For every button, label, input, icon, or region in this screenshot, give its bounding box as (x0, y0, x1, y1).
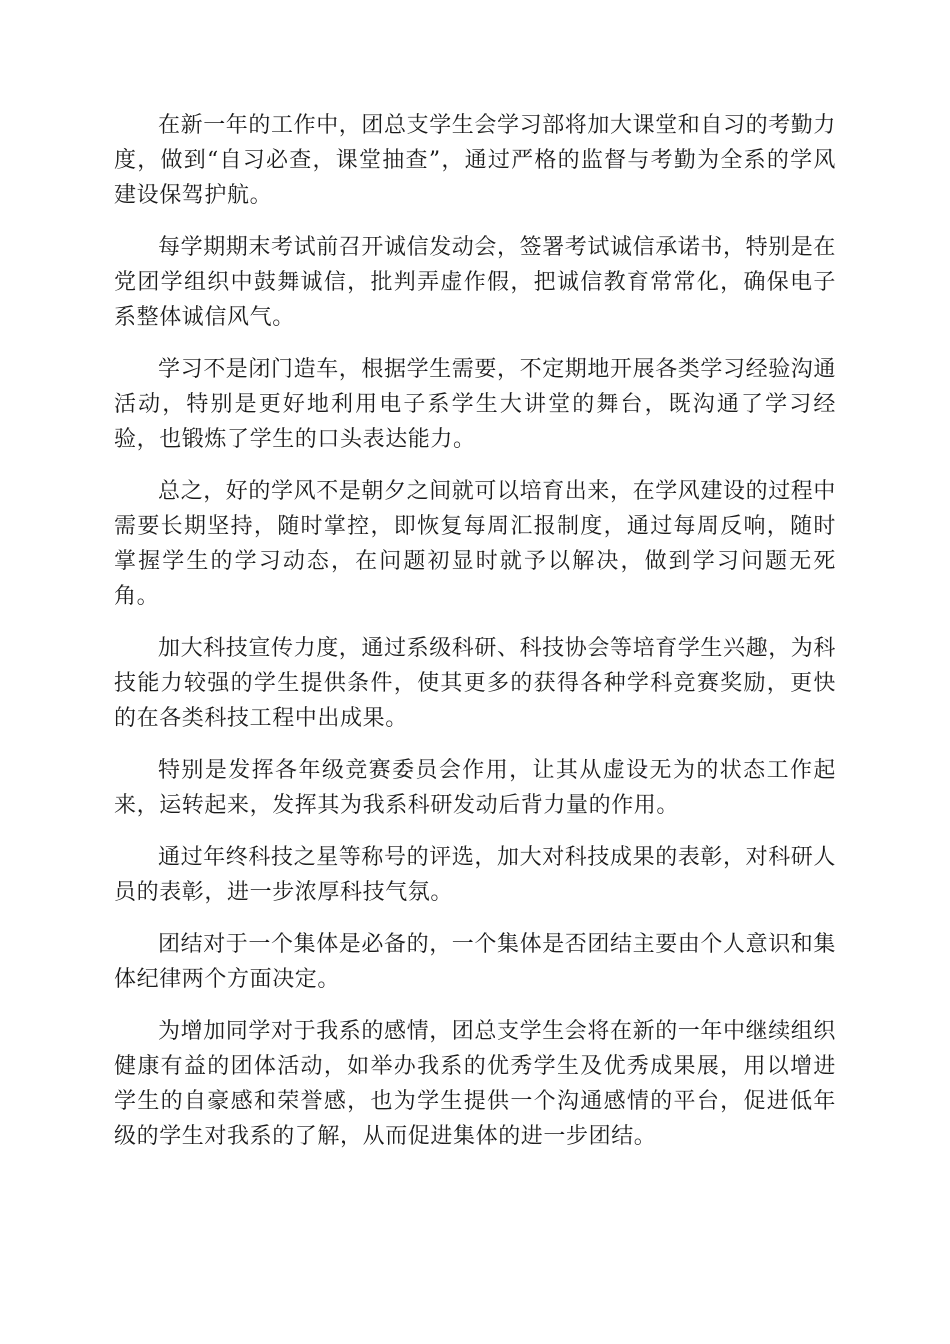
document-body (114, 108, 836, 1171)
paragraph-competition-committee: 特别是发挥各年级竞赛委员会作用，让其从虚设无为的状态工作起来，运转起来，发挥其为我系科研发动后背力量的作用。 (114, 758, 836, 818)
paragraph-learning-exchange: 学习不是闭门造车，根据学生需要，不定期地开展各类学习经验沟通活动，特别是更好地利用电子系学生大讲堂的舞台，既沟通了学习经验，也锻炼了学生的口头表达能力。 (114, 357, 837, 452)
paragraph-study-culture: 总之，好的学风不是朝夕之间就可以培育出来，在学风建设的过程中需要长期坚持，随时掌控，即恢复每周汇报制度，通过每周反响，随时掌握学生的学习动态，在问题初显时就予以解决，做到学习问题无死角。 (114, 479, 837, 609)
paragraph-technology-awards: 通过年终科技之星等称号的评选，加大对科技成果的表彰，对科研人员的表彰，进一步浓厚科技气氛。 (114, 845, 837, 905)
paragraph-integrity: 每学期期末考试前召开诚信发动会，签署考试诚信承诺书，特别是在党团学组织中鼓舞诚信，批判弄虚作假，把诚信教育常常化，确保电子系整体诚信风气。 (114, 235, 837, 330)
paragraph-technology-promotion: 加大科技宣传力度，通过系级科研、科技协会等培育学生兴趣，为科技能力较强的学生提供条件，使其更多的获得各种学科竞赛奖励，更快的在各类科技工程中出成果。 (114, 636, 837, 731)
paragraph-unity: 团结对于一个集体是必备的，一个集体是否团结主要由个人意识和集体纪律两个方面决定。 (114, 932, 837, 992)
paragraph-group-activities: 为增加同学对于我系的感情，团总支学生会将在新的一年中继续组织健康有益的团体活动，如举办我系的优秀学生及优秀成果展，用以增进学生的自豪感和荣誉感，也为学生提供一个沟通感情的平台，促进低年级的学生对我系的了解，从而促进集体的进一步团结。 (114, 1019, 837, 1149)
paragraph-attendance: 在新一年的工作中，团总支学生会学习部将加大课堂和自习的考勤力度，做到“自习必查，课堂抽查”，通过严格的监督与考勤为全系的学风建设保驾护航。 (114, 113, 837, 208)
